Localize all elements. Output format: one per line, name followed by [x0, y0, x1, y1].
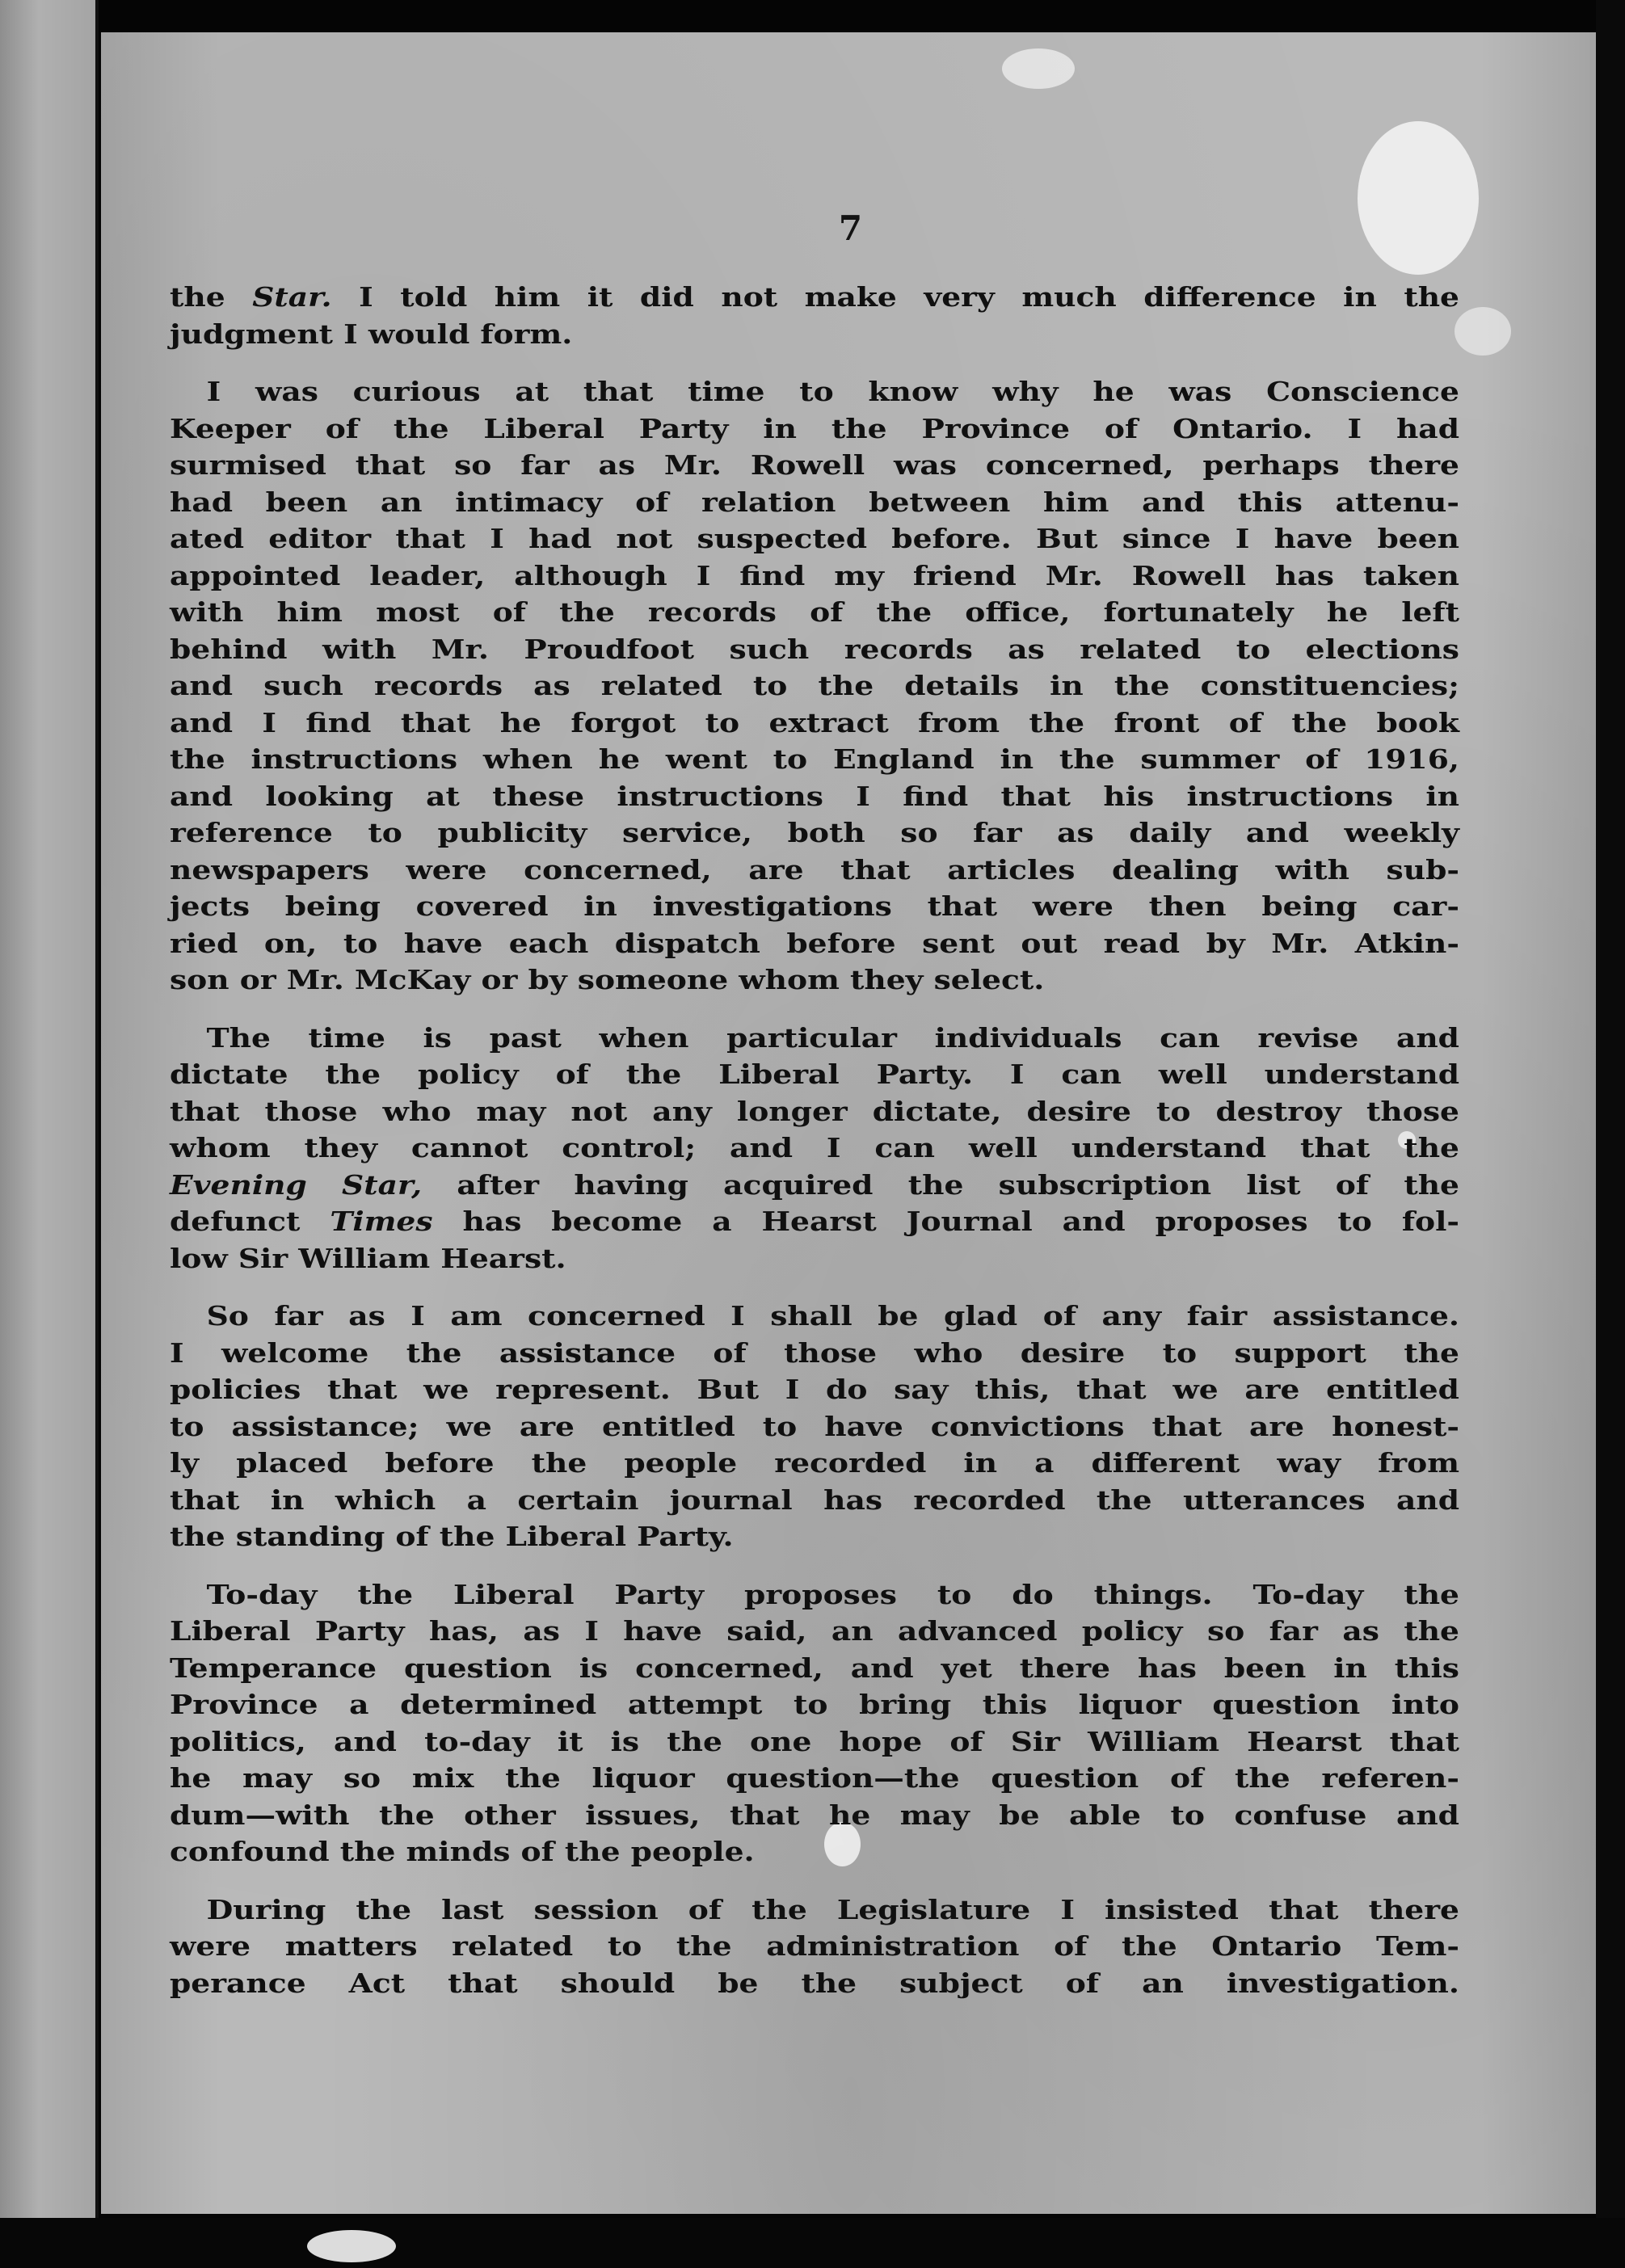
paragraph [170, 1576, 1459, 1870]
text-line: newspapers were concerned, are that articles dealing with sub- [170, 853, 1459, 886]
paragraph [170, 373, 1459, 999]
text-line: son or Mr. McKay or by someone whom they select. [170, 964, 1045, 995]
text-line: the instructions when he went to England in the summer of 1916, [170, 743, 1459, 775]
text-line: reference to publicity service, both so far as daily and weekly [170, 817, 1459, 848]
text-line: surmised that so far as Mr. Rowell was concerned, perhaps there [170, 449, 1459, 481]
text-line: ried on, to have each dispatch before sent out read by Mr. Atkin- [170, 927, 1459, 959]
text-line: appointed leader, although I find my friend Mr. Rowell has taken [170, 559, 1459, 591]
text-line: had been an intimacy of relation between him and this attenu- [170, 486, 1459, 518]
text-line: confound the minds of the people. [170, 1836, 755, 1867]
text-line: judgment I would form. [170, 318, 573, 350]
text-line: Evening Star, after having acquired the subscription list of the [170, 1168, 1459, 1201]
text-line: Province a determined attempt to bring this liquor question into [170, 1689, 1459, 1720]
paragraph [170, 279, 1459, 352]
text-line: dum—with the other issues, that he may be able to confuse and [170, 1799, 1459, 1831]
binding-line [95, 0, 99, 2268]
text-line: policies that we represent. But I do say this, that we are entitled [170, 1374, 1459, 1405]
paragraph [170, 1020, 1459, 1277]
text-line: were matters related to the administration of the Ontario Tem- [170, 1930, 1459, 1962]
text-line: that those who may not any longer dictate, desire to destroy those [170, 1095, 1459, 1127]
text-line: So far as I am concerned I shall be glad of any fair assistance. [206, 1300, 1460, 1332]
body-text [170, 279, 1459, 2022]
text-line: defunct Times has become a Hearst Journal and proposes to fol- [170, 1206, 1460, 1237]
text-line: ated editor that I had not suspected before. But since I have been [170, 523, 1459, 554]
text-line: whom they cannot control; and I can well understand that the [170, 1132, 1459, 1163]
text-line: politics, and to-day it is the one hope of Sir William Hearst that [170, 1725, 1459, 1757]
text-line: Liberal Party has, as I have said, an advanced policy so far as the [170, 1615, 1459, 1647]
paragraph [170, 1298, 1459, 1555]
text-line: low Sir William Hearst. [170, 1242, 566, 1274]
text-line: he may so mix the liquor question—the question of the referen- [170, 1762, 1459, 1794]
text-line: and I find that he forgot to extract from the front of the book [170, 706, 1459, 738]
text-line: the standing of the Liberal Party. [170, 1521, 734, 1552]
text-line: dictate the policy of the Liberal Party. I can well understand [170, 1058, 1459, 1090]
scan-blemish [307, 2230, 396, 2262]
text-line: perance Act that should be the subject of an investigation. [170, 1967, 1459, 1999]
text-line: and such records as related to the details in the constituencies; [170, 670, 1459, 701]
text-line: behind with Mr. Proudfoot such records as related to elections [170, 633, 1459, 665]
scan-blemish [1002, 48, 1075, 89]
text-line: the Star. I told him it did not make very much difference in the [170, 281, 1459, 313]
text-line: jects being covered in investigations that were then being car- [170, 890, 1459, 922]
text-line: to assistance; we are entitled to have convictions that are honest- [170, 1410, 1459, 1442]
right-edge [1596, 0, 1625, 2268]
text-line: that in which a certain journal has recorded the utterances and [170, 1483, 1459, 1516]
text-line: with him most of the records of the office, fortunately he left [170, 596, 1459, 628]
text-line: I welcome the assistance of those who desire to support the [170, 1336, 1459, 1369]
scan-blemish [1455, 307, 1511, 356]
page-number: 7 [838, 208, 863, 248]
text-line: and looking at these instructions I find that his instructions in [170, 780, 1459, 812]
text-line: During the last session of the Legislature I insisted that there [206, 1893, 1460, 1925]
binding-margin [0, 0, 97, 2268]
text-line: ly placed before the people recorded in a different way from [170, 1447, 1459, 1479]
text-line: To-day the Liberal Party proposes to do things. To-day the [206, 1578, 1460, 1610]
text-line: The time is past when particular individuals can revise and [206, 1021, 1460, 1054]
text-line: I was curious at that time to know why he was Conscience [206, 376, 1460, 407]
bottom-edge [0, 2218, 1625, 2268]
paragraph [170, 1891, 1459, 2002]
text-line: Temperance question is concerned, and yet there has been in this [170, 1652, 1459, 1684]
scan-blemish [1358, 121, 1479, 275]
text-line: Keeper of the Liberal Party in the Province of Ontario. I had [170, 412, 1459, 444]
